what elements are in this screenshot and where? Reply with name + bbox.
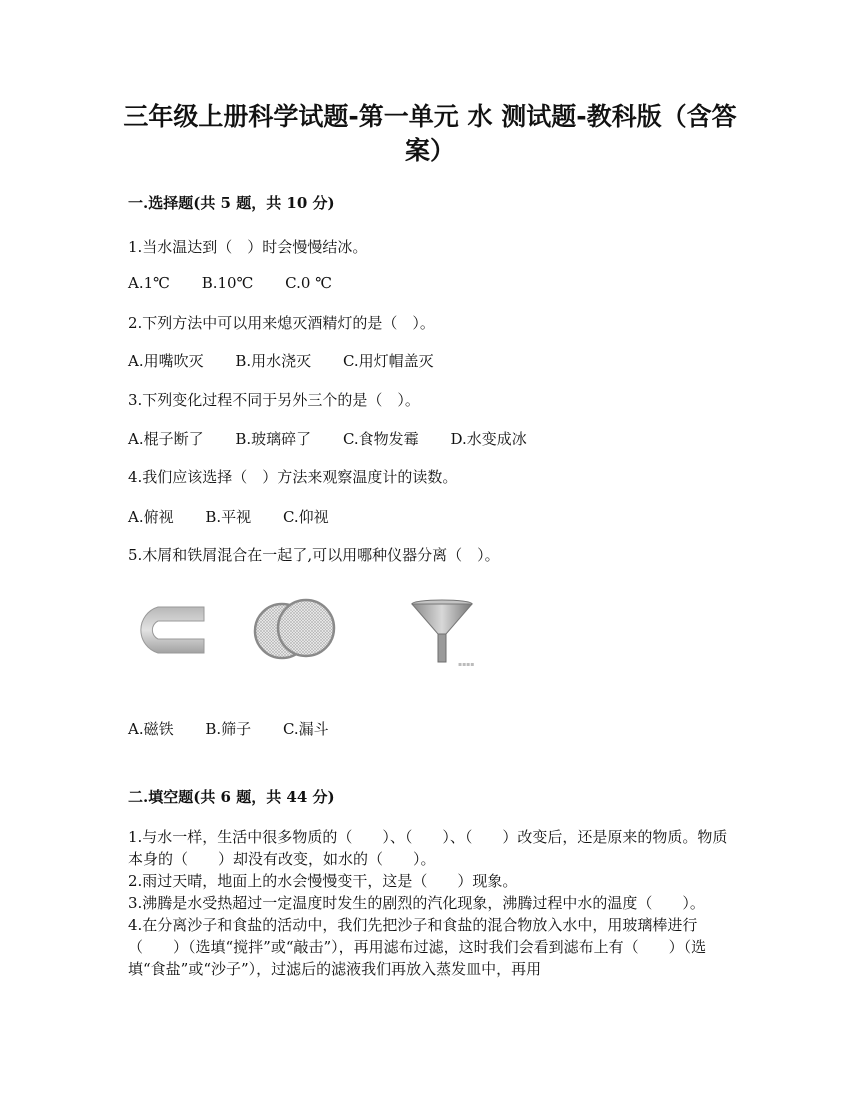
option-b: B.用水浇灭 — [235, 352, 312, 370]
option-c: C.仰视 — [282, 508, 329, 526]
option-c: C.0 ℃ — [285, 274, 332, 292]
fill-in-list — [128, 826, 728, 980]
option-c: C.漏斗 — [282, 720, 329, 738]
option-a: A.1℃ — [128, 274, 170, 292]
question-3-options — [128, 428, 554, 449]
option-a: A.棍子断了 — [128, 430, 204, 448]
question-5-options — [128, 718, 356, 739]
option-c: C.食物发霉 — [342, 430, 419, 448]
sieve-icon — [252, 598, 338, 662]
fill-item-2: 2.雨过天晴，地面上的水会慢慢变干，这是（ ）现象。 — [128, 872, 518, 890]
question-3: 3.下列变化过程不同于另外三个的是（ ）。 — [128, 391, 420, 409]
question-2-options — [128, 350, 461, 371]
fill-item-1: 1.与水一样，生活中很多物质的（ ）、（ ）、（ ）改变后，还是原来的物质。物质本身的（ ）却没有改变，如水的（ ）。 — [128, 828, 728, 868]
section-2-heading: 二.填空题(共 6 题，共 44 分) — [128, 788, 335, 806]
question-4-options — [128, 506, 356, 527]
fill-item-4: 4.在分离沙子和食盐的活动中，我们先把沙子和食盐的混合物放入水中，用玻璃棒进行（ ）（选填“搅拌”或“敲击”），再用滤布过滤，这时我们会看到滤布上有（ ）（选填“食盐”或“沙子”），过滤后的滤液我们再放入蒸发皿中，再用 — [128, 916, 707, 978]
option-a: A.俯视 — [128, 508, 174, 526]
funnel-icon — [408, 598, 476, 670]
fill-item-3: 3.沸腾是水受热超过一定温度时发生的剧烈的汽化现象，沸腾过程中水的温度（ ）。 — [128, 894, 705, 912]
option-b: B.平视 — [205, 508, 252, 526]
page-title: 三年级上册科学试题-第一单元 水 测试题-教科版（含答案） — [123, 102, 737, 165]
option-b: B.玻璃碎了 — [235, 430, 312, 448]
option-b: B.筛子 — [205, 720, 252, 738]
option-a: A.磁铁 — [128, 720, 174, 738]
option-c: C.用灯帽盖灭 — [342, 352, 434, 370]
question-1-options — [128, 274, 359, 292]
question-4: 4.我们应该选择（ ）方法来观察温度计的读数。 — [128, 468, 458, 486]
question-1: 1.当水温达到（ ）时会慢慢结冰。 — [128, 238, 368, 256]
question-5: 5.木屑和铁屑混合在一起了,可以用哪种仪器分离（ ）。 — [128, 546, 500, 564]
option-b: B.10℃ — [201, 274, 254, 292]
section-1-heading: 一.选择题(共 5 题，共 10 分) — [128, 194, 335, 212]
magnet-icon — [128, 604, 206, 656]
svg-text:▪▪▪▪: ▪▪▪▪ — [458, 661, 475, 668]
question-2: 2.下列方法中可以用来熄灭酒精灯的是（ ）。 — [128, 314, 435, 332]
option-a: A.用嘴吹灭 — [128, 352, 204, 370]
option-d: D.水变成冰 — [450, 430, 527, 448]
